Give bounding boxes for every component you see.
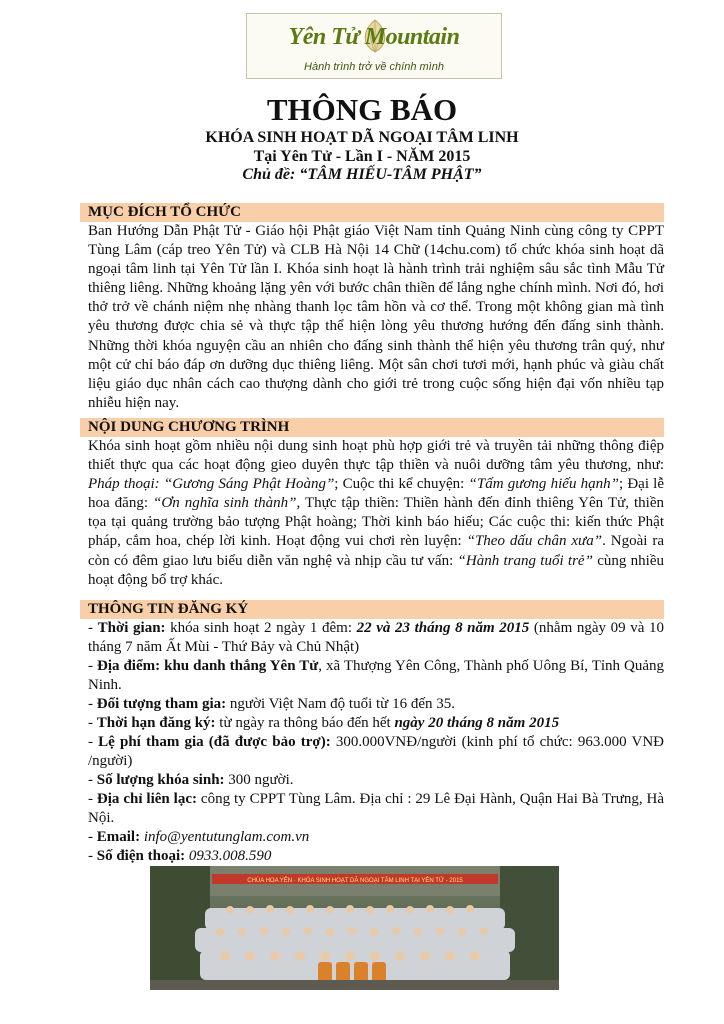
reg-place-label: Địa điểm: khu danh thắng Yên Tử bbox=[96, 658, 319, 674]
reg-deadline-text: từ ngày ra thông báo đến hết bbox=[215, 715, 395, 731]
dash: - bbox=[88, 658, 97, 674]
photo-banner-text: CHÙA HOA YÊN · KHÓA SINH HOẠT DÃ NGOẠI TÂM LINH TẠI YÊN TỬ - 2015 bbox=[247, 878, 463, 884]
program-text: Khóa sinh hoạt gồm nhiều nội dung sinh hoạt phù hợp giới trẻ và truyền tải những thông điệp thiết thực qua các hoạt động gieo duyên thực tập thiền và nuôi dưỡng tâm yêu thương, như: bbox=[88, 438, 664, 474]
reg-target bbox=[88, 695, 664, 714]
reg-time-note: (nhằm ngày 09 và 10 tháng 7 năm Ất Mùi - Thứ Bảy và Chủ Nhật) bbox=[88, 620, 665, 655]
reg-contact-label: Địa chỉ liên lạc: bbox=[96, 791, 197, 807]
program-text: cùng nhiều hoạt động bổ trợ khác. bbox=[88, 552, 664, 588]
section-heading-purpose: MỤC ĐÍCH TỔ CHỨC bbox=[80, 203, 664, 222]
dash: - bbox=[88, 772, 97, 788]
reg-target-text: người Việt Nam độ tuổi từ 16 đến 35. bbox=[226, 696, 455, 712]
logo-tagline: Hành trình trở về chính mình bbox=[304, 61, 444, 73]
dash: - bbox=[88, 715, 97, 731]
reg-deadline bbox=[88, 714, 664, 733]
program-paragraph bbox=[88, 437, 664, 590]
reg-time-dates: 22 và 23 tháng 8 năm 2015 bbox=[356, 620, 530, 636]
dash: - bbox=[88, 848, 97, 864]
dash: - bbox=[88, 791, 97, 807]
program-italic: “Theo dấu chân xưa” bbox=[466, 533, 603, 550]
section-heading-registration: THÔNG TIN ĐĂNG KÝ bbox=[80, 600, 664, 619]
reg-contact bbox=[88, 790, 664, 828]
group-photo-illustration bbox=[150, 866, 559, 990]
email-link[interactable]: info@yentutunglam.com.vn bbox=[143, 829, 310, 845]
registration-info bbox=[88, 619, 664, 866]
phone-number[interactable]: 0933.008.590 bbox=[188, 848, 272, 864]
program-text: . Ngoài ra còn có đêm giao lưu biểu diễn văn nghệ và nhịp cầu tư vấn: bbox=[88, 533, 665, 569]
logo bbox=[246, 13, 502, 79]
program-text: , Thực tập thiền: Thiền hành đến đỉnh thiêng Yên Tử, thiền tọa tại quảng trường bảo tượng Phật hoàng; Thời kinh báo hiếu; Các cuộc thi: kiến thức Phật pháp, cắm hoa, chép lời kinh. Hoạt động vui chơi rèn luyện: bbox=[88, 495, 664, 550]
reg-time-label: Thời gian: bbox=[97, 620, 166, 636]
reg-time bbox=[88, 619, 664, 657]
reg-place bbox=[88, 657, 664, 695]
reg-email-label: Email: bbox=[96, 829, 141, 845]
reg-fee-text: 300.000VNĐ/người (kinh phí tổ chức: 963.000 VNĐ /người) bbox=[88, 734, 664, 769]
logo-brand: Yên Tử Mountain bbox=[288, 24, 460, 50]
program-italic: “Ơn nghĩa sinh thành” bbox=[153, 495, 297, 512]
program-italic: “Tấm gương hiếu hạnh” bbox=[468, 476, 619, 493]
program-italic: Pháp thoại: “Gương Sáng Phật Hoàng” bbox=[88, 476, 335, 493]
reg-phone-label: Số điện thoại: bbox=[96, 848, 186, 864]
reg-deadline-label: Thời hạn đăng ký: bbox=[96, 715, 216, 731]
program-text: ; Cuộc thi kể chuyện: bbox=[334, 476, 469, 493]
theme-line: Chủ đề: “TÂM HIẾU-TÂM PHẬT” bbox=[242, 166, 482, 183]
reg-place-text: , xã Thượng Yên Công, Thành phố Uông Bí, Tỉnh Quảng Ninh. bbox=[88, 658, 665, 693]
reg-quantity bbox=[88, 771, 664, 790]
reg-target-label: Đối tượng tham gia: bbox=[96, 696, 227, 712]
reg-quantity-text: 300 người. bbox=[224, 772, 294, 788]
page-title: THÔNG BÁO bbox=[266, 92, 458, 127]
dash: - bbox=[88, 620, 98, 636]
place-line: Tại Yên Tử - Lần I - NĂM 2015 bbox=[253, 148, 471, 165]
group-photo bbox=[150, 866, 559, 990]
reg-contact-text: công ty CPPT Tùng Lâm. Địa chỉ : 29 Lê Đại Hành, Quận Hai Bà Trưng, Hà Nội. bbox=[88, 791, 665, 826]
purpose-paragraph: Ban Hướng Dẫn Phật Tử - Giáo hội Phật giáo Việt Nam tỉnh Quảng Ninh cùng công ty CPPT Tùng Lâm (cáp treo Yên Tử) và CLB Hà Nội 14 Chữ (14chu.com) tổ chức khóa sinh hoạt dã ngoại tâm linh tại Yên Tử lần I. Khóa sinh hoạt là hành trình trải nghiệm sâu sắc tình Mẫu Tử thiêng liêng. Những khoảng lặng yên với bước chân thiền để lắng nghe chính mình. Nơi đó, hơi thở trở về chánh niệm nhẹ nhàng thanh lọc tâm hồn và cơ thể. Trong một không gian mà tình yêu thương được chia sẻ và thực tập thể hiện lòng yêu thương hướng đến đấng sinh thành. Những thời khóa nguyện cầu an nhiên cho đấng sinh thành thể hiện yêu thương trân quý, như một cử chỉ báo đáp ơn dưỡng dục thiêng liêng. Một sân chơi tươi mới, hạnh phúc và giàu chất liệu giáo dục nhân cách cao thượng dành cho giới trẻ trong cuộc sống hiện đại vốn nhiều tạp nhiễu hiện nay. bbox=[88, 223, 664, 411]
dash: - bbox=[88, 734, 99, 750]
dash: - bbox=[88, 829, 97, 845]
reg-quantity-label: Số lượng khóa sinh: bbox=[96, 772, 225, 788]
dash: - bbox=[88, 696, 97, 712]
reg-time-text: khóa sinh hoạt 2 ngày 1 đêm: bbox=[165, 620, 357, 636]
reg-deadline-date: ngày 20 tháng 8 năm 2015 bbox=[394, 715, 560, 731]
reg-email bbox=[88, 828, 664, 847]
reg-fee-label: Lệ phí tham gia (đã được bảo trợ): bbox=[98, 734, 331, 750]
reg-phone bbox=[88, 847, 664, 866]
program-text: ; Đại lễ hoa đăng: bbox=[88, 476, 665, 512]
reg-fee bbox=[88, 733, 664, 771]
page-subtitle: KHÓA SINH HOẠT DÃ NGOẠI TÂM LINH bbox=[205, 129, 519, 146]
section-heading-program: NỘI DUNG CHƯƠNG TRÌNH bbox=[80, 418, 664, 437]
program-italic: “Hành trang tuổi trẻ” bbox=[457, 552, 593, 569]
